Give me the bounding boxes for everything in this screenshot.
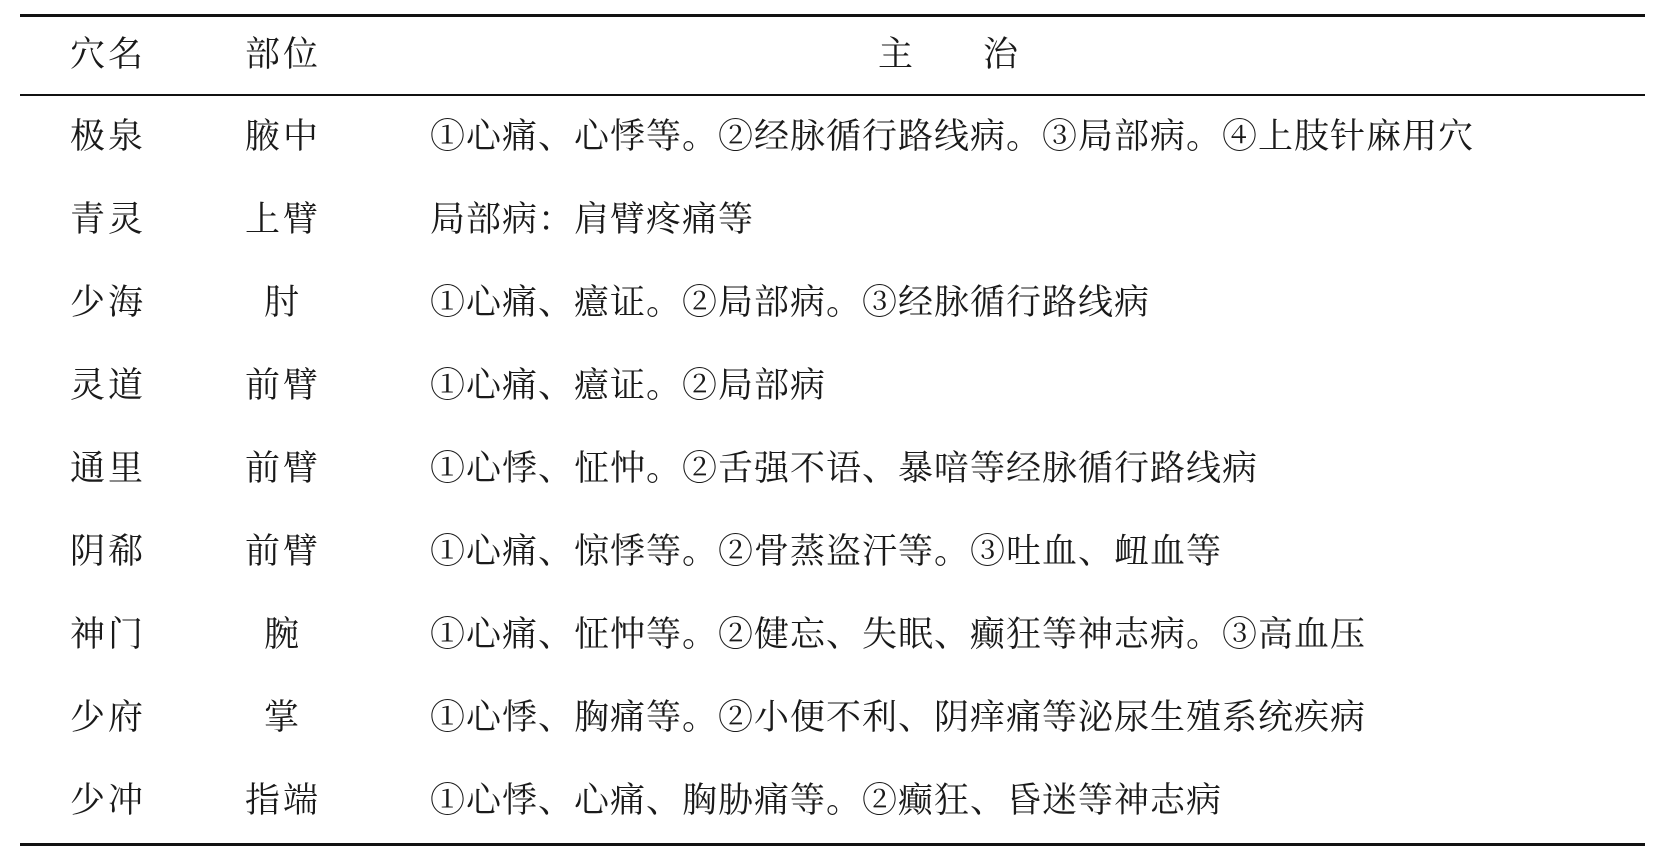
table-row [20, 428, 1645, 511]
header-location: 部位 [244, 35, 321, 75]
table-row [20, 345, 1645, 428]
point-indications: ①心悸、胸痛等。②小便不利、阴痒痛等泌尿生殖系统疾病 [430, 698, 1367, 738]
table-row [20, 96, 1645, 179]
point-name: 青灵 [70, 200, 147, 240]
point-indications: ①心痛、癔证。②局部病。③经脉循行路线病 [430, 283, 1151, 323]
table-row [20, 179, 1645, 262]
header-indications: 主治 [877, 35, 1088, 75]
point-indications: ①心悸、心痛、胸胁痛等。②癫狂、昏迷等神志病 [430, 781, 1223, 821]
point-location: 上臂 [244, 200, 321, 240]
point-name: 灵道 [70, 366, 147, 406]
point-indications: ①心痛、癔证。②局部病 [430, 366, 827, 406]
point-name: 极泉 [70, 117, 147, 157]
table-row [20, 760, 1645, 843]
point-location: 肘 [263, 283, 302, 323]
point-indications: ①心痛、怔忡等。②健忘、失眠、癫狂等神志病。③高血压 [430, 615, 1367, 655]
header-indications-cell [371, 35, 1645, 75]
point-location: 掌 [263, 698, 302, 738]
point-indications: ①心痛、心悸等。②经脉循行路线病。③局部病。④上肢针麻用穴 [430, 117, 1475, 157]
table-row [20, 262, 1645, 345]
table-header-row [20, 17, 1645, 94]
point-name: 少海 [70, 283, 147, 323]
point-indications: ①心痛、惊悸等。②骨蒸盗汗等。③吐血、衄血等 [430, 532, 1223, 572]
header-point-name: 穴名 [70, 35, 147, 75]
point-location: 腋中 [244, 117, 321, 157]
table-row [20, 677, 1645, 760]
point-indications: 局部病：肩臂疼痛等 [430, 200, 755, 240]
point-name: 阴郗 [70, 532, 147, 572]
point-name: 少府 [70, 698, 147, 738]
point-name: 通里 [70, 449, 147, 489]
table-row [20, 511, 1645, 594]
point-location: 前臂 [244, 449, 321, 489]
point-location: 指端 [244, 781, 321, 821]
table-row [20, 594, 1645, 677]
point-location: 前臂 [244, 532, 321, 572]
table-body [20, 96, 1645, 843]
point-location: 前臂 [244, 366, 321, 406]
acupoint-table [20, 14, 1645, 846]
point-name: 少冲 [70, 781, 147, 821]
point-location: 腕 [263, 615, 302, 655]
point-indications: ①心悸、怔忡。②舌强不语、暴喑等经脉循行路线病 [430, 449, 1259, 489]
table-bottom-rule [20, 843, 1645, 846]
point-name: 神门 [70, 615, 147, 655]
